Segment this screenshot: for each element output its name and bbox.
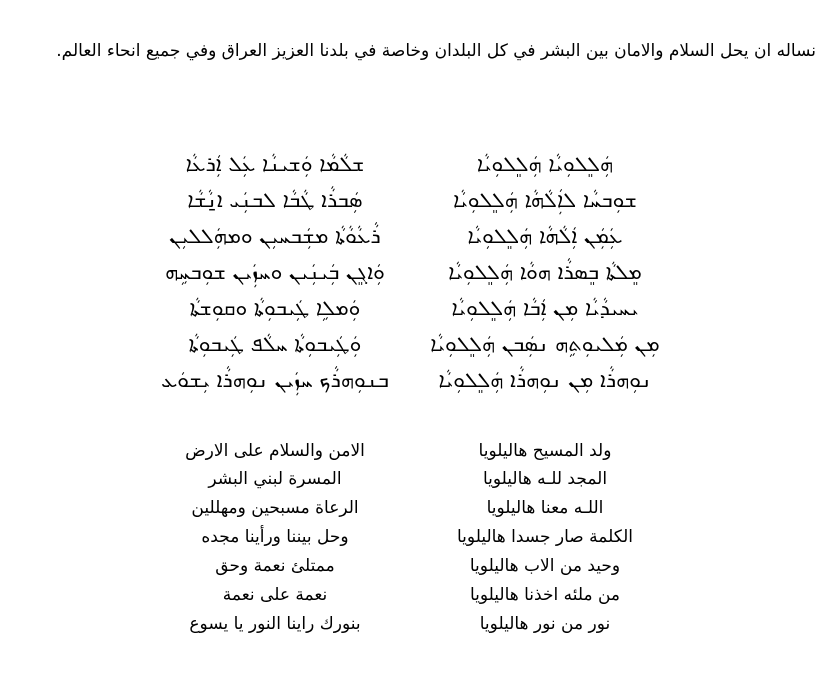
syriac-left-line: ܒܢܘܼܗܪܵܟ ܚܙܲܝܢ ܢܘܼܗܪܵܐ ܝܼܫܘܿܥ bbox=[161, 368, 389, 392]
arabic-right-line: الكلمة صار جسدا هاليلويا bbox=[457, 527, 633, 547]
syriac-right-line: ܗܲܠܸܠܘܼܝܵܐ ܗܲܠܸܠܘܼܝܵܐ bbox=[476, 152, 614, 176]
syriac-hymn-block bbox=[0, 152, 827, 422]
arabic-hymn-block bbox=[0, 440, 827, 650]
arabic-right-line: المجد للـه هاليلويا bbox=[482, 469, 608, 489]
syriac-right-line: ܢܘܼܗܪܵܐ ܡܼܢ ܢܘܼܗܪܵܐ ܗܲܠܸܠܘܼܝܵܐ bbox=[438, 368, 652, 392]
arabic-right-line: نور من نور هاليلويا bbox=[479, 614, 611, 634]
syriac-right-line: ܡܼܢ ܡܲܠܝܘܼܬܹܗ ܢܣܲܒܢ ܗܲܠܸܠܘܼܝܵܐ bbox=[430, 332, 660, 356]
arabic-left-line: نعمة على نعمة bbox=[222, 585, 328, 605]
syriac-left-line: ܪܵܥܵܘܵܬܵܐ ܡܫܲܒܚܝܼܢ ܘܡܗܲܠܠܝܼܢ bbox=[169, 224, 381, 248]
arabic-right-line: ولد المسيح هاليلويا bbox=[478, 441, 612, 461]
arabic-left-line: وحل بيننا ورأينا مجده bbox=[201, 527, 349, 547]
arabic-right-line: اللـه معنا هاليلويا bbox=[486, 498, 604, 518]
syriac-right-line: ܥܲܡܲܢ ܐܲܠܵܗܵܐ ܗܲܠܸܠܘܼܝܵܐ bbox=[467, 224, 623, 248]
intro-paragraph: نساله ان يحل السلام والامان بين البشر في كل البلدان وخاصة في بلدنا العزيز العراق وفي جميع انحاء العالم. bbox=[56, 41, 816, 61]
syriac-left-line: ܘܲܐܓܸܢ ܒܲܝܢܲܝܢ ܘܚܙܲܝܢ ܫܘܼܒܚܹܗ bbox=[165, 260, 385, 284]
syriac-left-line: ܣܲܒܪܵܐ ܛܵܒܵܐ ܠܒܢܲܝ ܐ̱ܢܵܫܵܐ bbox=[187, 188, 363, 212]
arabic-left-line: المسرة لبني البشر bbox=[208, 469, 342, 489]
syriac-right-line: ܝܚܝܕܵܝܵܐ ܡܼܢ ܐܲܒܵܐ ܗܲܠܸܠܘܼܝܵܐ bbox=[451, 296, 639, 320]
syriac-left-line: ܘܲܛܲܝܒܘܼܬܵܐ ܚܠܵܦ ܛܲܝܒܘܼܬܵܐ bbox=[188, 332, 362, 356]
syriac-right-line: ܡܸܠܬܵܐ ܒܸܣܪܵܐ ܗܘܵܐ ܗܲܠܸܠܘܼܝܵܐ bbox=[448, 260, 642, 284]
syriac-right-line: ܫܘܼܒܚܵܐ ܠܐܲܠܵܗܵܐ ܗܲܠܸܠܘܼܝܵܐ bbox=[453, 188, 637, 212]
arabic-left-line: ممتلئ نعمة وحق bbox=[215, 556, 335, 576]
arabic-left-line: الامن والسلام على الارض bbox=[185, 441, 365, 461]
arabic-right-line: من ملئه اخذنا هاليلويا bbox=[469, 585, 621, 605]
arabic-right-line: وحيد من الاب هاليلويا bbox=[469, 556, 621, 576]
arabic-left-line: الرعاة مسبحين ومهللين bbox=[191, 498, 359, 518]
syriac-left-line: ܫܠܵܡܵܐ ܘܲܫܝܢܵܐ ܥܲܠ ܐܲܪܥܵܐ bbox=[185, 152, 365, 176]
arabic-left-line: بنورك راينا النور يا يسوع bbox=[189, 614, 361, 634]
syriac-left-line: ܘܲܡܠܹܐ ܛܲܝܒܘܼܬܵܐ ܘܩܘܼܫܬܵܐ bbox=[189, 296, 361, 320]
